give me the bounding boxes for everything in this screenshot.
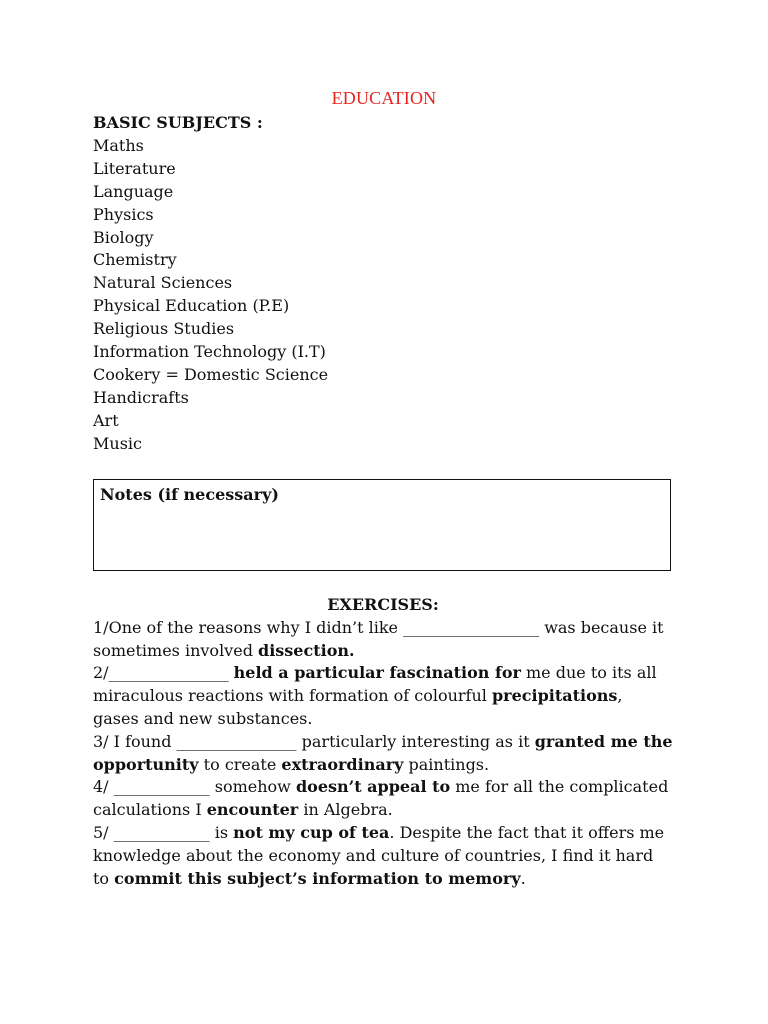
exercise-keyword: extraordinary bbox=[281, 754, 404, 774]
subject-item: Religious Studies bbox=[93, 319, 235, 339]
subject-item: Cookery = Domestic Science bbox=[93, 364, 329, 384]
exercises-section bbox=[93, 594, 673, 890]
subject-item: Art bbox=[93, 410, 119, 430]
exercise-1 bbox=[93, 617, 673, 663]
exercise-keyword: doesn’t appeal to bbox=[295, 777, 451, 797]
subject-item: Physics bbox=[93, 204, 154, 224]
exercise-text: . Despite the fact that it offers me knowledge about the economy and culture of countries, I find it hard to bbox=[93, 822, 665, 888]
subject-item: Language bbox=[93, 181, 174, 201]
exercise-text: 3/ I found _______________ particularly interesting as it bbox=[93, 731, 535, 751]
exercise-keyword: held a particular fascination for bbox=[233, 663, 521, 683]
subject-item: Chemistry bbox=[93, 250, 177, 270]
exercise-text: . bbox=[520, 868, 526, 888]
subjects-section bbox=[93, 112, 693, 456]
subjects-heading: BASIC SUBJECTS : bbox=[93, 113, 263, 132]
document-title: EDUCATION bbox=[331, 88, 437, 108]
exercise-text: 1/One of the reasons why I didn’t like _________________ was because it sometimes involved bbox=[93, 617, 664, 660]
notes-box[interactable] bbox=[93, 479, 671, 571]
subject-item: Maths bbox=[93, 135, 144, 155]
subject-item: Information Technology (I.T) bbox=[93, 342, 326, 362]
exercise-text: 5/ ____________ is bbox=[93, 822, 234, 842]
exercise-5 bbox=[93, 822, 673, 890]
exercise-4 bbox=[93, 776, 673, 822]
exercise-text: , gases and new substances. bbox=[93, 686, 623, 728]
notes-label: Notes (if necessary) bbox=[100, 485, 279, 504]
exercise-keyword: dissection. bbox=[258, 640, 355, 660]
exercise-3 bbox=[93, 731, 673, 777]
exercises-heading: EXERCISES: bbox=[327, 595, 439, 614]
exercise-2 bbox=[93, 662, 673, 730]
subject-item: Music bbox=[93, 433, 142, 453]
subject-item: Biology bbox=[93, 227, 154, 247]
subject-item: Literature bbox=[93, 158, 176, 178]
exercise-text: paintings. bbox=[403, 754, 490, 774]
exercise-keyword: precipitations bbox=[491, 686, 618, 706]
subject-list bbox=[93, 135, 693, 456]
exercise-text: to create bbox=[198, 754, 282, 774]
exercise-text: in Algebra. bbox=[298, 800, 393, 820]
subject-item: Physical Education (P.E) bbox=[93, 296, 290, 316]
exercise-text: me due to its all miraculous reactions with formation of colourful bbox=[93, 663, 657, 706]
exercise-keyword: not my cup of tea bbox=[233, 822, 390, 842]
exercise-text: 4/ ____________ somehow bbox=[93, 777, 296, 797]
subject-item: Handicrafts bbox=[93, 387, 189, 407]
exercise-keyword: encounter bbox=[206, 800, 299, 820]
exercise-text: me for all the complicated calculations I bbox=[93, 777, 669, 820]
exercise-keyword: commit this subject’s information to memory bbox=[114, 868, 521, 888]
exercise-text: 2/_______________ bbox=[93, 663, 234, 683]
exercise-keyword: granted me the opportunity bbox=[93, 731, 673, 774]
subject-item: Natural Sciences bbox=[93, 273, 233, 293]
